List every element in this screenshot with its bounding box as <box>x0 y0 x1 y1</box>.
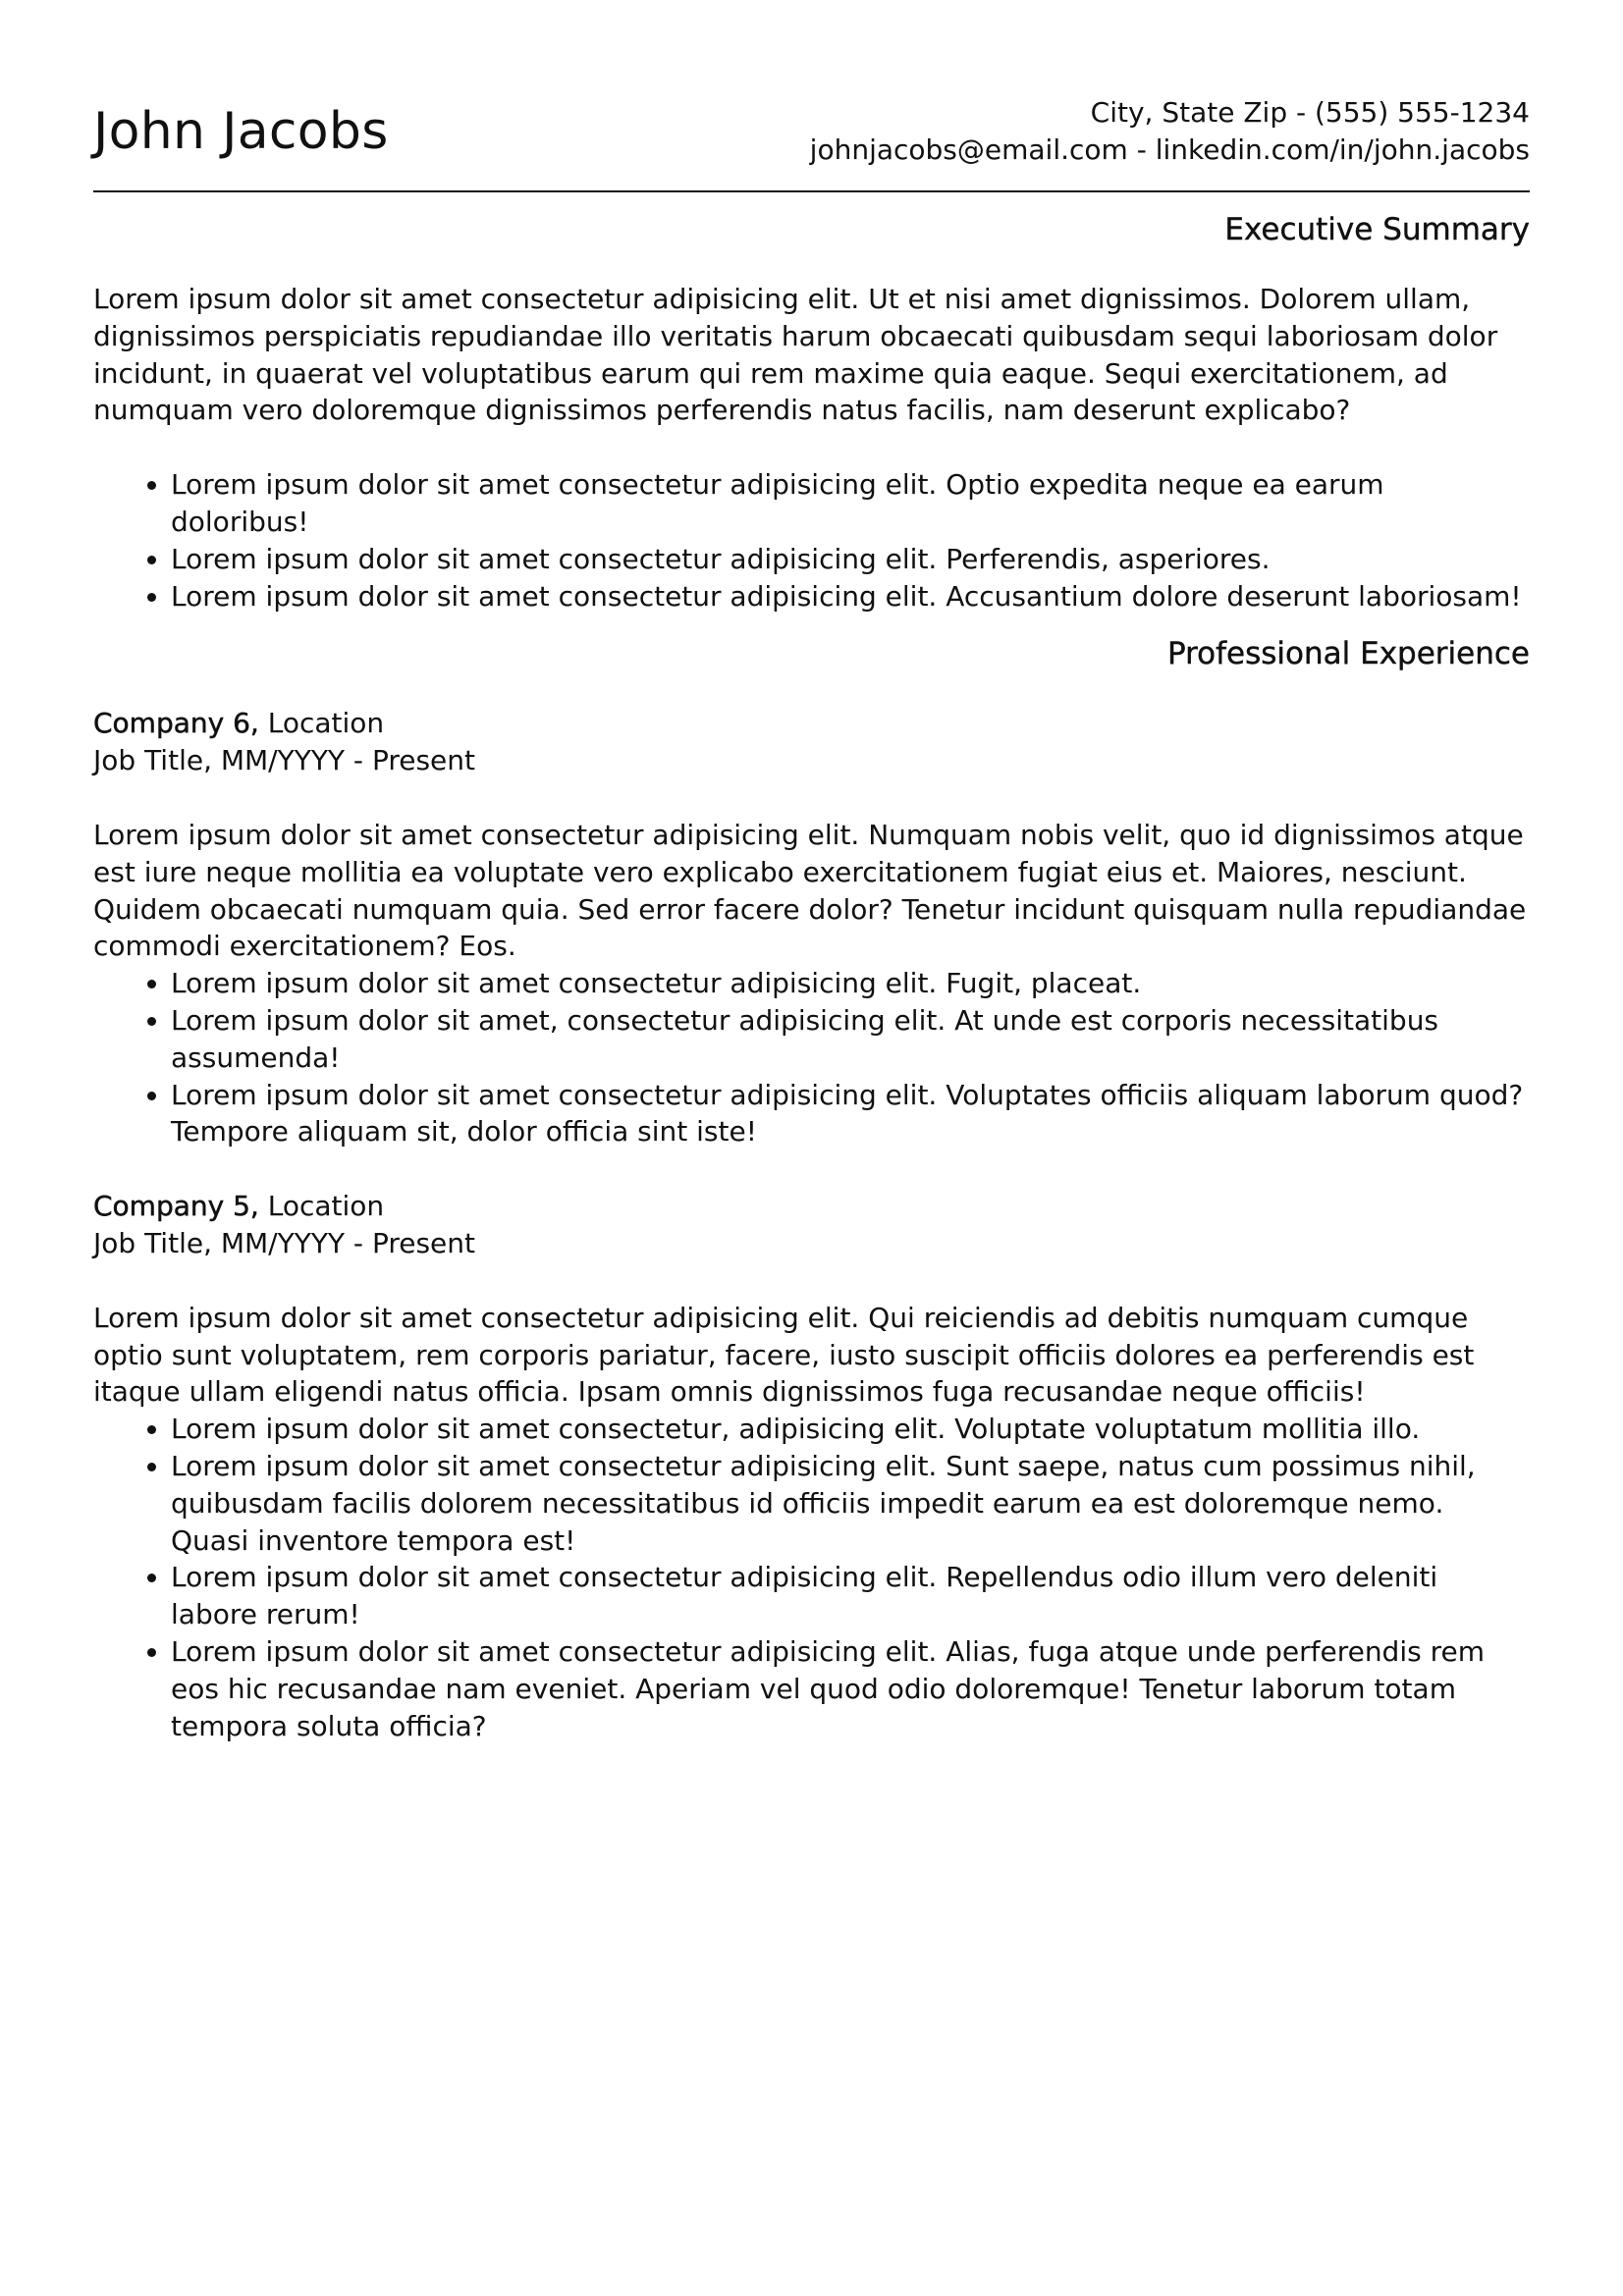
list-item: • Lorem ipsum dolor sit amet consectetur adipisicing elit. Accusantium dolore deserunt laboriosam! <box>171 578 1530 615</box>
list-item: • Lorem ipsum dolor sit amet consectetur, adipisicing elit. Voluptate voluptatum mollitia illo. <box>171 1411 1530 1448</box>
job-description: Lorem ipsum dolor sit amet consectetur adipisicing elit. Numquam nobis velit, quo id dignissimos atque est iure neque mollitia ea voluptate vero explicabo exercitationem fugiat eius et. Maiores, nesciunt. Quidem obcaecati numquam quia. Sed error facere dolor? Tenetur incidunt quisquam nulla repudiandae commodi exercitationem? Eos. <box>93 818 1527 963</box>
company-name: Company 5, <box>93 1190 259 1223</box>
list-item: • Lorem ipsum dolor sit amet, consectetur adipisicing elit. At unde est corporis necessitatibus assumenda! <box>171 1002 1530 1077</box>
job-bullet-list <box>93 965 1530 1150</box>
list-item: • Lorem ipsum dolor sit amet consectetur adipisicing elit. Perferendis, asperiores. <box>171 541 1530 578</box>
professional-experience-section <box>93 634 1530 1744</box>
summary-paragraph: Lorem ipsum dolor sit amet consectetur adipisicing elit. Ut et nisi amet dignissimos. Dolorem ullam, dignissimos perspiciatis repudiandae illo veritatis harum obcaecati quibusdam sequi laboriosam dolor incidunt, in quaerat vel voluptatibus earum qui rem maxime quia eaque. Sequi exercitationem, ad numquam vero doloremque dignissimos perferendis natus facilis, nam deserunt explicabo? <box>93 283 1498 427</box>
list-item: • Lorem ipsum dolor sit amet consectetur adipisicing elit. Fugit, placeat. <box>171 965 1530 1002</box>
section-heading-summary: Executive Summary <box>1224 212 1530 247</box>
job-bullet-list <box>93 1411 1530 1744</box>
job-entry <box>93 1188 1530 1744</box>
list-item: • Lorem ipsum dolor sit amet consectetur adipisicing elit. Sunt saepe, natus cum possimus nihil, quibusdam facilis dolorem necessitatibus id officiis impedit earum ea est doloremque nemo. Quasi inventore tempora est! <box>171 1448 1530 1559</box>
job-company-line <box>93 1188 1530 1225</box>
company-location: Location <box>267 1190 385 1223</box>
contact-address-phone: City, State Zip - (555) 555-1234 <box>1090 96 1530 129</box>
contact-email-linkedin: johnjacobs@email.com - linkedin.com/in/john.jacobs <box>809 133 1530 166</box>
contact-info <box>810 94 1530 169</box>
summary-bullet-list <box>93 466 1530 614</box>
list-item: • Lorem ipsum dolor sit amet consectetur adipisicing elit. Voluptates officiis aliquam laborum quod? Tempore aliquam sit, dolor officia sint iste! <box>171 1077 1530 1151</box>
candidate-name: John Jacobs <box>93 102 389 161</box>
section-heading-experience: Professional Experience <box>1166 636 1530 672</box>
job-description: Lorem ipsum dolor sit amet consectetur adipisicing elit. Qui reiciendis ad debitis numquam cumque optio sunt voluptatem, rem corporis pariatur, facere, iusto suscipit officiis dolores ea perferendis est itaque ullam eligendi natus officia. Ipsam omnis dignissimos fuga recusandae neque officiis! <box>93 1301 1475 1409</box>
job-entry <box>93 705 1530 1150</box>
list-item: • Lorem ipsum dolor sit amet consectetur adipisicing elit. Optio expedita neque ea earum doloribus! <box>171 466 1530 541</box>
company-location: Location <box>267 707 385 740</box>
list-item: • Lorem ipsum dolor sit amet consectetur adipisicing elit. Repellendus odio illum vero deleniti labore rerum! <box>171 1559 1530 1633</box>
job-title-dates: Job Title, MM/YYYY - Present <box>93 744 475 777</box>
company-name: Company 6, <box>93 707 259 740</box>
executive-summary-section <box>93 210 1530 614</box>
resume-header <box>93 0 1530 192</box>
list-item: • Lorem ipsum dolor sit amet consectetur adipisicing elit. Alias, fuga atque unde perferendis rem eos hic recusandae nam eveniet. Aperiam vel quod odio doloremque! Tenetur laborum totam tempora soluta officia? <box>171 1633 1530 1744</box>
job-title-dates: Job Title, MM/YYYY - Present <box>93 1226 475 1259</box>
job-company-line <box>93 705 1530 742</box>
